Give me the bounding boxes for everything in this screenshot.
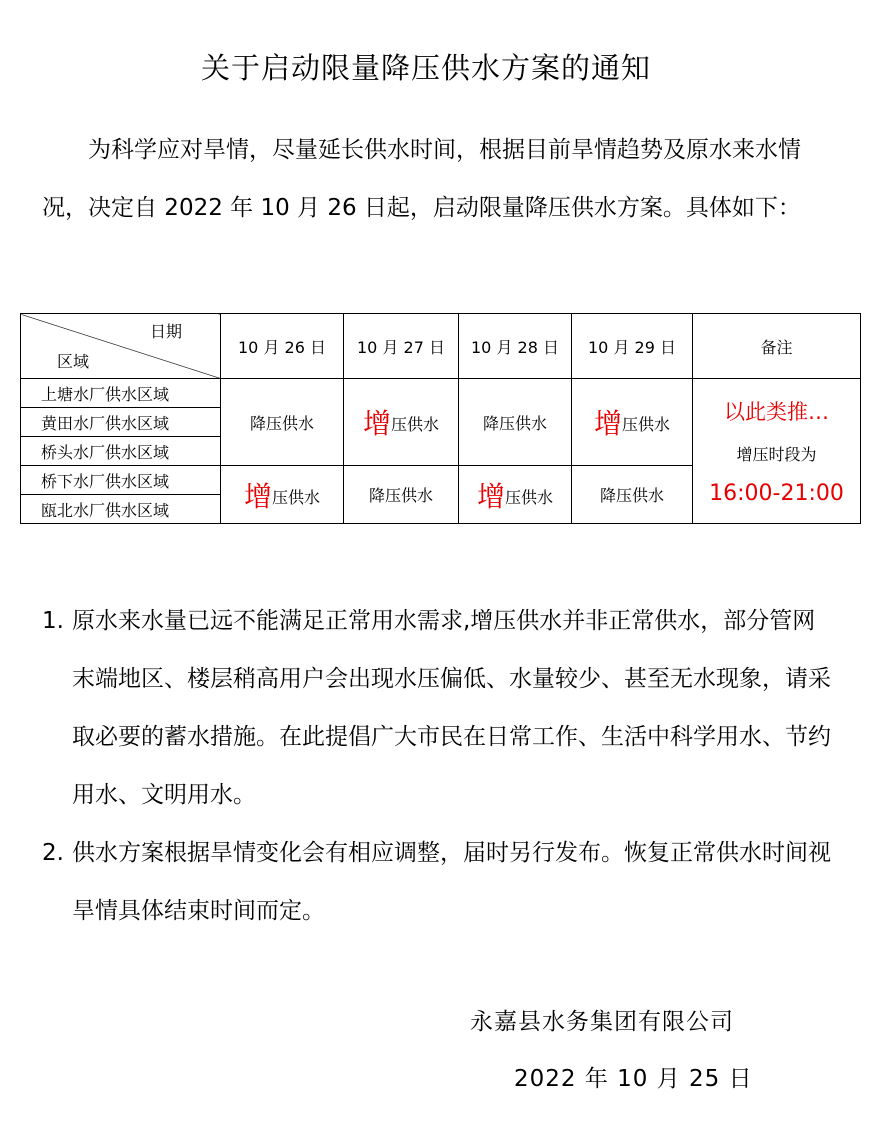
region-cell: 黄田水厂供水区域 xyxy=(21,408,221,437)
list-item xyxy=(42,592,832,824)
boost-char: 增 xyxy=(243,479,272,513)
notice-title: 关于启动限量降压供水方案的通知 xyxy=(200,51,651,85)
intro-text: 为科学应对旱情，尽量延长供水时间，根据目前旱情趋势及原水来水情况，决定自 2022 年 10 月 26 日起，启动限量降压供水方案。具体如下： xyxy=(42,137,801,221)
boost-char: 增 xyxy=(362,407,391,440)
boost-char: 增 xyxy=(476,479,505,513)
header-date-label: 日期 xyxy=(149,322,182,341)
boost-rest: 压供水 xyxy=(391,415,440,434)
table-header-row xyxy=(21,314,861,379)
intro-paragraph xyxy=(42,121,822,237)
notes-cell xyxy=(693,379,861,524)
region-cell: 桥头水厂供水区域 xyxy=(21,437,221,466)
date-header-3: 10 月 28 日 xyxy=(459,314,572,379)
item-text: 供水方案根据旱情变化会有相应调整，届时另行发布。恢复正常供水时间视旱情具体结束时间而定。 xyxy=(72,840,831,924)
cell-reduced: 降压供水 xyxy=(221,379,344,466)
cell-reduced: 降压供水 xyxy=(572,466,693,524)
cell-boosted xyxy=(344,379,459,466)
region-cell: 上塘水厂供水区域 xyxy=(21,379,221,408)
boost-rest: 压供水 xyxy=(505,487,554,507)
diagonal-header-cell xyxy=(21,314,221,379)
signature-company: 永嘉县水务集团有限公司 xyxy=(470,1009,734,1035)
notes-header: 备注 xyxy=(693,314,861,379)
item-number: 2. xyxy=(42,840,64,866)
cell-boosted xyxy=(459,466,572,524)
date-header-4: 10 月 29 日 xyxy=(572,314,693,379)
note-line-3: 16:00-21:00 xyxy=(709,481,844,506)
region-cell: 桥下水厂供水区域 xyxy=(21,466,221,495)
cell-reduced: 降压供水 xyxy=(344,466,459,524)
boost-char: 增 xyxy=(593,407,622,440)
list-item xyxy=(42,824,832,940)
header-region-label: 区域 xyxy=(57,352,90,371)
cell-boosted xyxy=(221,466,344,524)
date-header-1: 10 月 26 日 xyxy=(221,314,344,379)
signature-date: 2022 年 10 月 25 日 xyxy=(514,1066,753,1092)
table-row xyxy=(21,379,861,408)
cell-reduced: 降压供水 xyxy=(459,379,572,466)
region-cell: 瓯北水厂供水区域 xyxy=(21,495,221,524)
item-text: 原水来水量已远不能满足正常用水需求,增压供水并非正常供水，部分管网末端地区、楼层稍高用户会出现水压偏低、水量较少、甚至无水现象，请采取必要的蓄水措施。在此提倡广大市民在日常工作、生活中科学用水、节约用水、文明用水。 xyxy=(72,608,831,808)
boost-rest: 压供水 xyxy=(622,415,671,434)
note-line-1: 以此类推… xyxy=(724,400,829,424)
date-header-2: 10 月 27 日 xyxy=(344,314,459,379)
supply-schedule-table xyxy=(20,313,861,524)
notice-items xyxy=(42,592,832,940)
cell-boosted xyxy=(572,379,693,466)
boost-rest: 压供水 xyxy=(272,487,321,507)
note-line-2: 增压时段为 xyxy=(736,445,817,464)
item-number: 1. xyxy=(42,608,64,634)
